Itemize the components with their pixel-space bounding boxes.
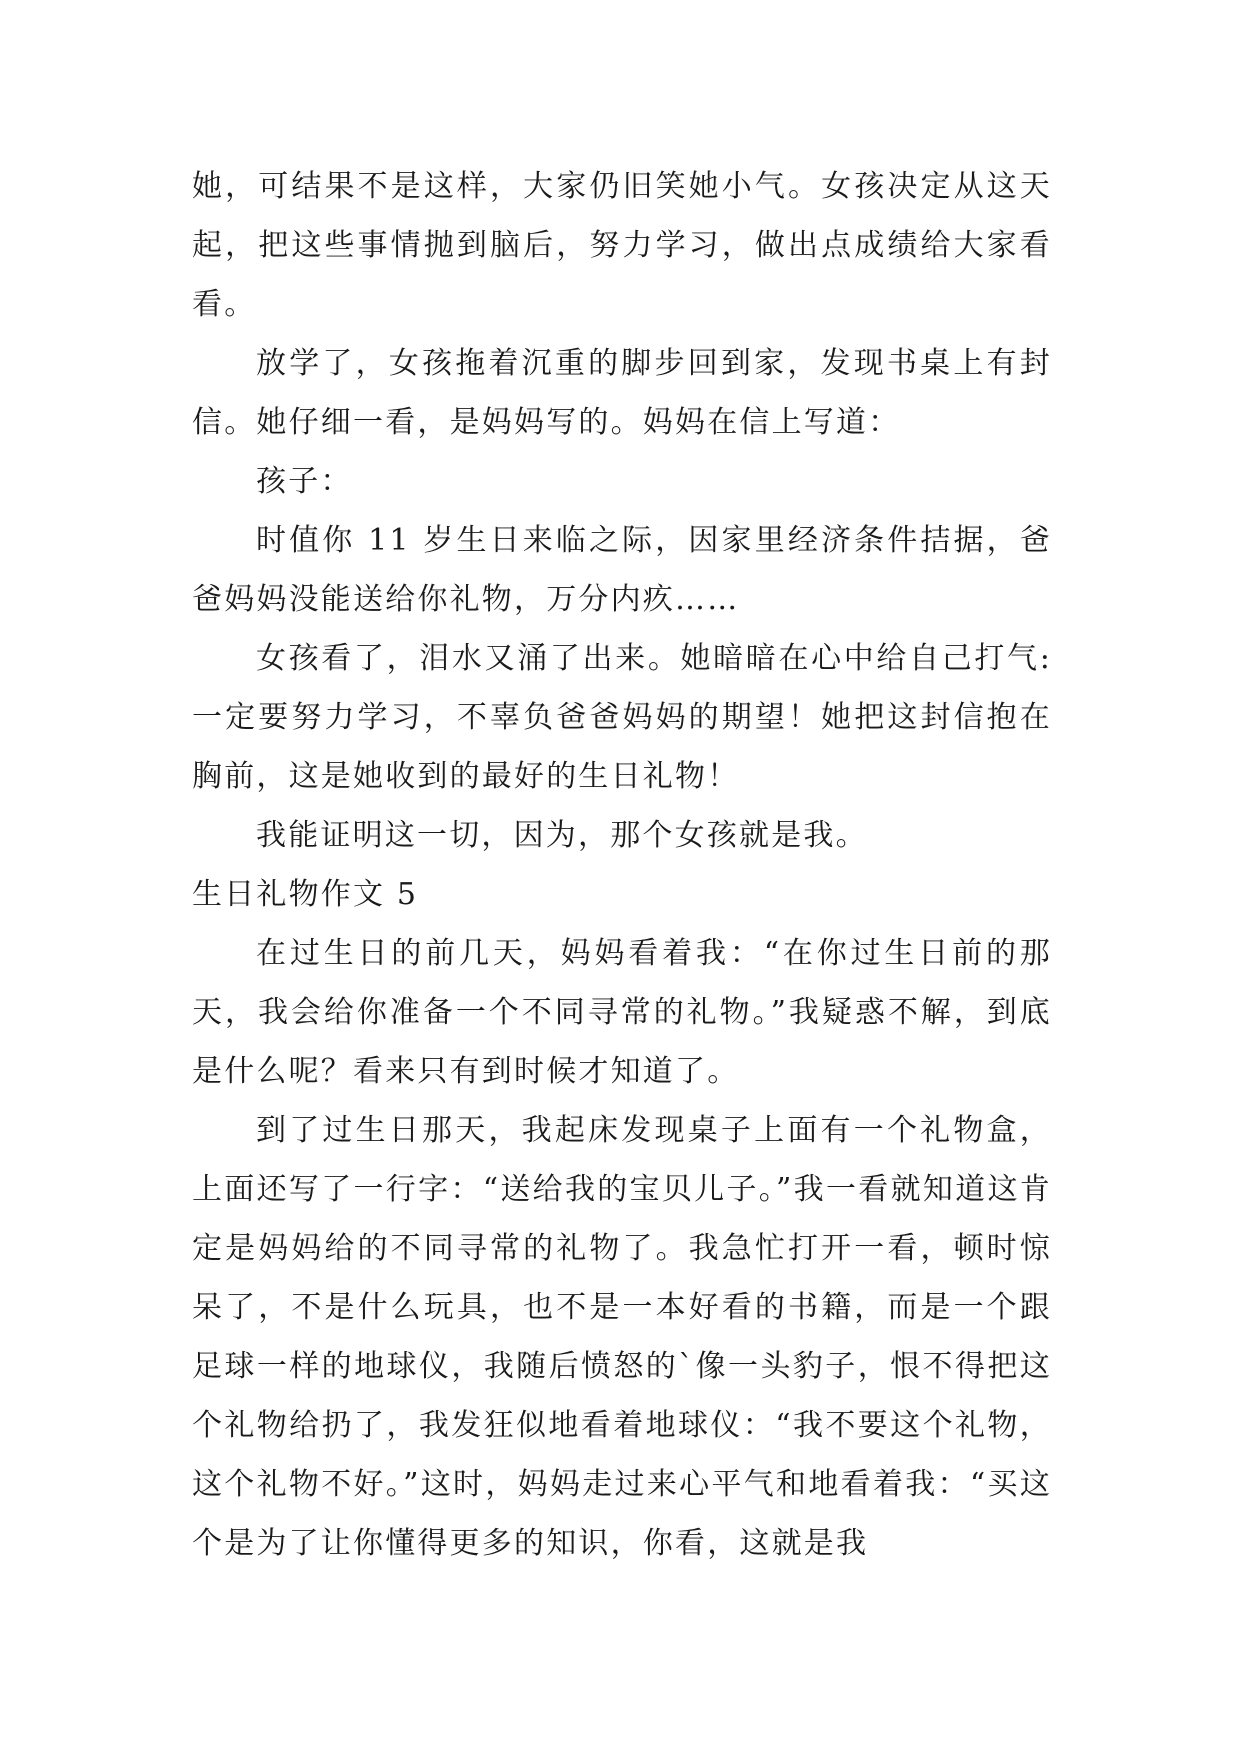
paragraph-section-intro: 在过生日的前几天，妈妈看着我：“在你过生日前的那天，我会给你准备一个不同寻常的礼物。”我疑惑不解，到底是什么呢？看来只有到时候才知道了。	[192, 936, 1052, 1089]
paragraph-birthday-day: 到了过生日那天，我起床发现桌子上面有一个礼物盒，上面还写了一行字：“送给我的宝贝儿子。”我一看就知道这肯定是妈妈给的不同寻常的礼物了。我急忙打开一看，顿时惊呆了，不是什么玩具，也不是一本好看的书籍，而是一个跟足球一样的地球仪，我随后愤怒的`像一头豹子，恨不得把这个礼物给扔了，我发狂似地看着地球仪：“我不要这个礼物，这个礼物不好。”这时，妈妈走过来心平气和地看着我：“买这个是为了让你懂得更多的知识，你看，这就是我	[192, 1113, 1052, 1561]
paragraph-girl-reaction: 女孩看了，泪水又涌了出来。她暗暗在心中给自己打气:一定要努力学习，不辜负爸爸妈妈的期望！她把这封信抱在胸前，这是她收到的最好的生日礼物！	[192, 641, 1052, 794]
paragraph-letter-body: 时值你 11 岁生日来临之际，因家里经济条件拮据，爸爸妈妈没能送给你礼物，万分内疚……	[192, 523, 1052, 617]
paragraph-letter-salutation: 孩子：	[256, 464, 353, 499]
paragraph-letter-found: 放学了，女孩拖着沉重的脚步回到家，发现书桌上有封信。她仔细一看，是妈妈写的。妈妈在信上写道：	[192, 346, 1052, 440]
paragraph-continuation: 她，可结果不是这样，大家仍旧笑她小气。女孩决定从这天起，把这些事情抛到脑后，努力学习，做出点成绩给大家看看。	[192, 169, 1052, 322]
paragraph-conclusion: 我能证明这一切，因为，那个女孩就是我。	[256, 818, 868, 853]
document-body	[192, 157, 1052, 1573]
section-title: 生日礼物作文 5	[192, 877, 419, 912]
